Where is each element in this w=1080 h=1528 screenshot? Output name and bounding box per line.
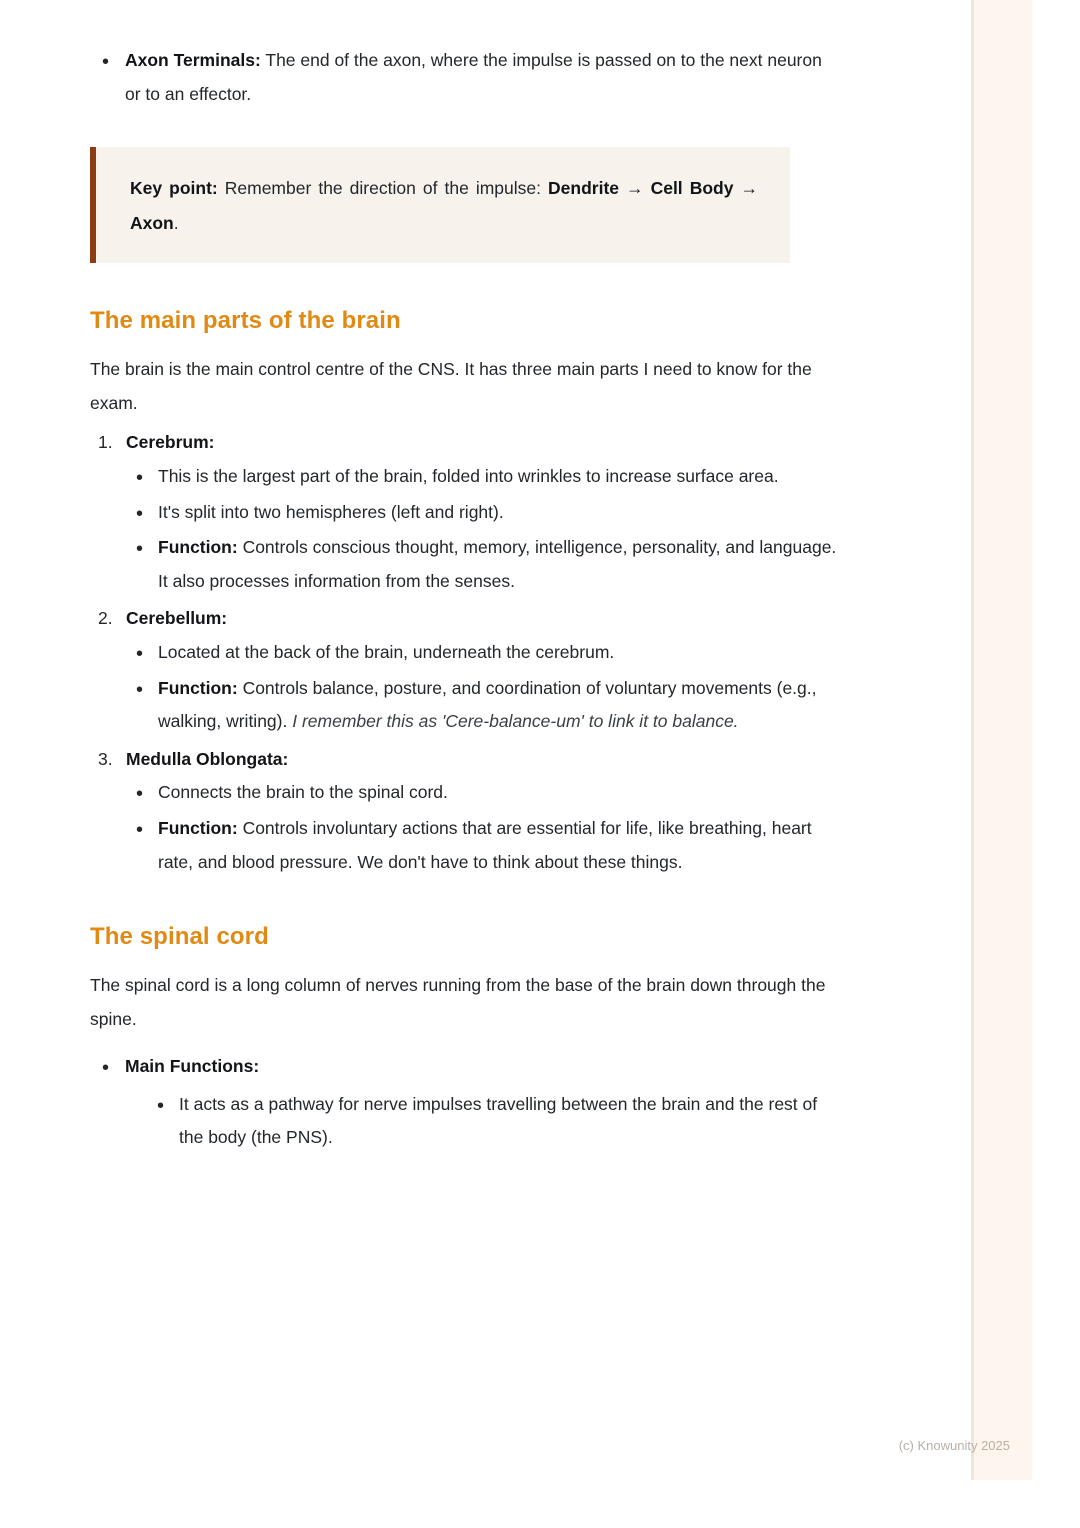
key-point-emphasis: Dendrite → Cell Body → Axon (130, 178, 758, 234)
point-text: This is the largest part of the brain, folded into wrinkles to increase surface area. (158, 465, 779, 486)
brain-part-title: Cerebrum: (126, 432, 215, 453)
page-side-strip (974, 0, 1032, 1480)
list-item (90, 743, 838, 879)
point-italic-note: I remember this as 'Cere-balance-um' to link it to balance. (292, 711, 739, 732)
page-side-divider (971, 0, 974, 1480)
main-functions-points (125, 1088, 838, 1155)
list-item (90, 44, 838, 111)
list-item (90, 1050, 838, 1155)
cerebrum-points (126, 460, 838, 598)
key-point-text (130, 171, 758, 241)
point-term: Function: (158, 817, 238, 838)
brain-part-title: Medulla Oblongata: (126, 748, 289, 769)
key-point-after: . (173, 213, 179, 234)
list-item (147, 1088, 838, 1155)
list-item (90, 426, 838, 598)
point-text: Controls balance, posture, and coordination of voluntary movements (e.g., walking, writing). (158, 677, 817, 732)
axon-terminals-text: The end of the axon, where the impulse is passed on to the next neuron or to an effector. (125, 50, 822, 104)
point-text: It acts as a pathway for nerve impulses travelling between the brain and the rest of the body (the PNS). (179, 1093, 818, 1148)
brain-part-title: Cerebellum: (126, 608, 228, 629)
list-item (126, 636, 838, 670)
axon-terminals-term: Axon Terminals: (125, 50, 261, 70)
point-text: Controls conscious thought, memory, intelligence, personality, and language. It also processes information from the senses. (158, 537, 837, 591)
brain-intro-paragraph: The brain is the main control centre of the CNS. It has three main parts I need to know for the exam. (90, 359, 812, 413)
list-item (126, 460, 838, 494)
list-item (126, 531, 838, 598)
point-text: Controls involuntary actions that are essential for life, like breathing, heart rate, and blood pressure. We don't have to think about these things. (158, 817, 812, 872)
point-term: Function: (158, 537, 238, 558)
medulla-points (126, 776, 838, 879)
main-functions-label: Main Functions: (125, 1056, 260, 1077)
point-text: Connects the brain to the spinal cord. (158, 782, 448, 803)
spinal-intro-paragraph: The spinal cord is a long column of nerves running from the base of the brain down through the spine. (90, 975, 826, 1029)
axon-terminals-list (90, 44, 838, 111)
brain-parts-list (90, 426, 838, 879)
list-item (126, 496, 838, 530)
list-item (126, 776, 838, 810)
list-item (126, 812, 838, 879)
key-point-callout (90, 147, 790, 263)
point-text: It's split into two hemispheres (left and right). (158, 501, 504, 522)
key-point-label: Key point: (130, 178, 218, 199)
document-content (90, 44, 838, 1157)
point-text: Located at the back of the brain, underneath the cerebrum. (158, 641, 615, 662)
cerebellum-points (126, 636, 838, 739)
key-point-before: Remember the direction of the impulse: (217, 178, 549, 199)
point-term: Function: (158, 677, 238, 698)
spinal-main-functions-list (90, 1050, 838, 1155)
list-item (126, 672, 838, 739)
list-item (90, 602, 838, 738)
section-heading-spinal-cord: The spinal cord (90, 923, 269, 951)
copyright-footer: (c) Knowunity 2025 (898, 1438, 1010, 1453)
section-heading-brain: The main parts of the brain (90, 307, 401, 335)
